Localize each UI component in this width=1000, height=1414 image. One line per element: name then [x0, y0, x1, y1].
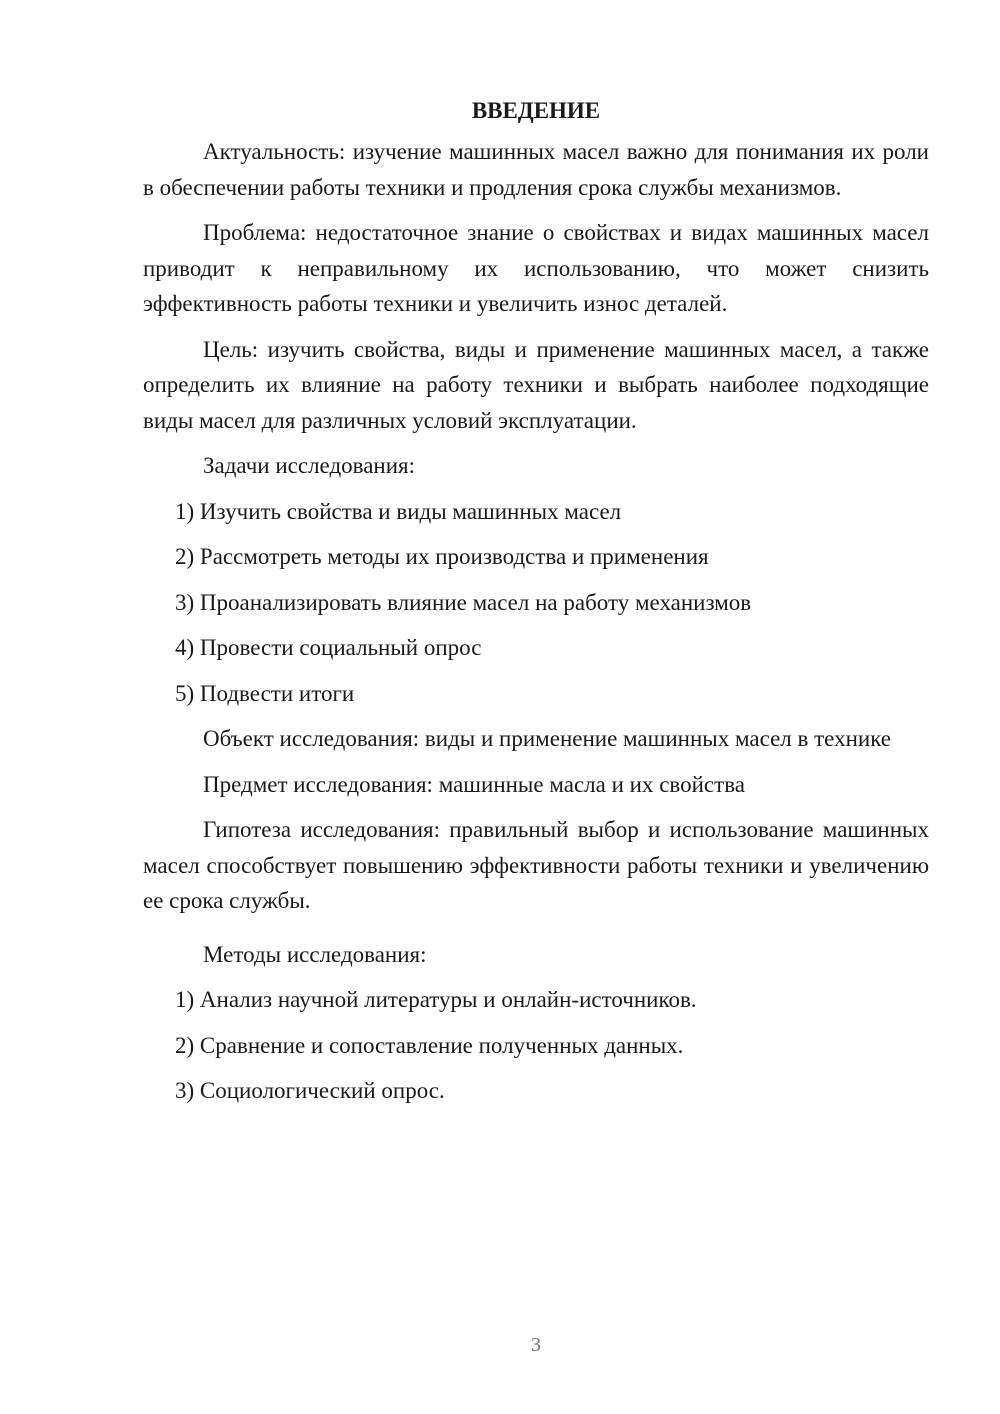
subject-paragraph: Предмет исследования: машинные масла и их свойства [203, 771, 745, 797]
methods-heading: Методы исследования: [203, 941, 427, 967]
problem-paragraph: Проблема: недостаточное знание о свойствах и видах машинных масел приводит к неправильному их использованию, что может снизить эффективность работы техники и увеличить износ деталей. [143, 220, 929, 316]
object-paragraph: Объект исследования: виды и применение машинных масел в технике [203, 726, 892, 751]
hypothesis-paragraph: Гипотеза исследования: правильный выбор и использование машинных масел способствует повышению эффективности работы техники и увеличению ее срока службы. [143, 817, 929, 913]
tasks-heading: Задачи исследования: [203, 453, 416, 478]
list-item: 3) Проанализировать влияние масел на работу механизмов [175, 589, 752, 615]
list-item: 5) Подвести итоги [175, 680, 355, 706]
page-title: ВВЕДЕНИЕ [471, 98, 601, 123]
list-item: 4) Провести социальный опрос [175, 635, 482, 660]
goal-paragraph: Цель: изучить свойства, виды и применение машинных масел, а также определить их влияние на работу техники и выбрать наиболее подходящие виды масел для различных условий эксплуатации. [143, 336, 929, 433]
list-item: 2) Сравнение и сопоставление полученных данных. [175, 1032, 684, 1058]
page-number: 3 [531, 1334, 541, 1356]
list-item: 3) Социологический опрос. [175, 1078, 445, 1103]
relevance-paragraph: Актуальность: изучение машинных масел важно для понимания их роли в обеспечении работы техники и продления срока службы механизмов. [143, 139, 929, 200]
tasks-list [143, 494, 929, 712]
list-item: 1) Анализ научной литературы и онлайн-источников. [175, 987, 697, 1012]
list-item: 2) Рассмотреть методы их производства и применения [175, 544, 709, 569]
methods-list [143, 982, 929, 1109]
document-page [143, 94, 929, 1119]
list-item: 1) Изучить свойства и виды машинных масел [175, 498, 622, 524]
